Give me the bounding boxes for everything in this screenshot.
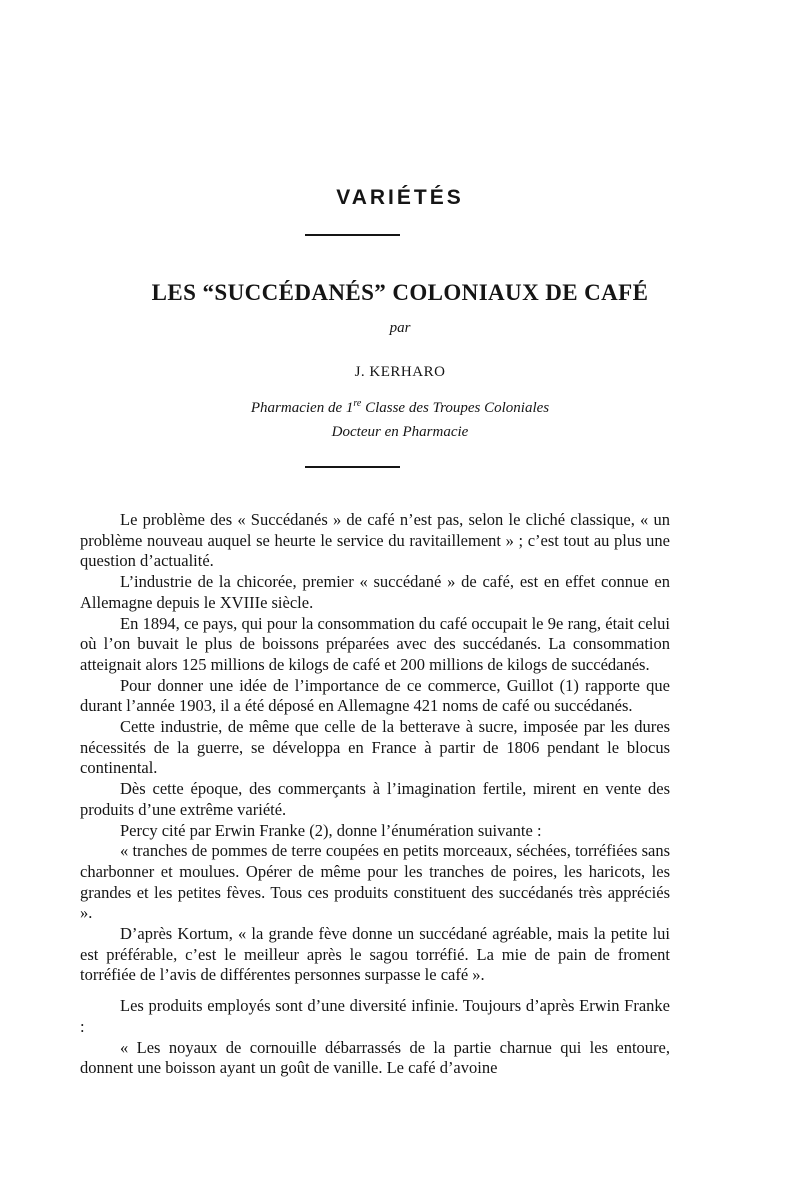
byline-par: par bbox=[389, 320, 411, 336]
section-title: VARIÉTÉS bbox=[336, 186, 464, 209]
author-affiliation bbox=[0, 400, 800, 417]
divider-top bbox=[305, 234, 400, 236]
paragraph: « Les noyaux de cornouille débarrassés de la partie charnue qui les entoure, donnent une boisson ayant un goût de vanille. Le café d’avoine bbox=[80, 1037, 670, 1078]
paragraph: Percy cité par Erwin Franke (2), donne l’énumération suivante : bbox=[120, 820, 542, 840]
paragraph: Les produits employés sont d’une diversité infinie. Toujours d’après Erwin Franke : bbox=[80, 996, 670, 1036]
paragraph: En 1894, ce pays, qui pour la consommation du café occupait le 9e rang, était celui où l’on buvait le plus de boissons préparées avec des succédanés. La consommation atteignait alors 125 millions de kilogs de café et 200 millions de kilogs de succédanés. bbox=[80, 613, 670, 674]
author-degree: Docteur en Pharmacie bbox=[331, 424, 469, 440]
paragraph: Le problème des « Succédanés » de café n’est pas, selon le cliché classique, « un problème nouveau auquel se heurte le service du ravitaillement » ; c’est tout au plus une question d’actualité. bbox=[80, 510, 670, 571]
paragraph: Cette industrie, de même que celle de la betterave à sucre, imposée par les dures nécessités de la guerre, se développa en France à partir de 1806 pendant le blocus continental. bbox=[80, 717, 670, 778]
affiliation-sup: re bbox=[353, 398, 362, 409]
paragraph: Pour donner une idée de l’importance de ce commerce, Guillot (1) rapporte que durant l’année 1903, il a été déposé en Allemagne 421 noms de café ou succédanés. bbox=[80, 675, 670, 716]
article-title: LES “SUCCÉDANÉS” COLONIAUX DE CAFÉ bbox=[151, 280, 649, 305]
paragraph: « tranches de pommes de terre coupées en petits morceaux, séchées, torréfiées sans charbonner et moulues. Opérer de même pour les tranches de poires, les haricots, les grandes et les petites fèves. Tous ces produits constituent des succédanés très appréciés ». bbox=[80, 841, 670, 923]
paragraph: D’après Kortum, « la grande fève donne un succédané agréable, mais la petite lui est préférable, c’est le meilleur après le sagou torréfié. La mie de pain de froment torréfiée de l’avis de différentes personnes surpasse le café ». bbox=[80, 924, 670, 985]
paragraph: L’industrie de la chicorée, premier « succédané » de café, est en effet connue en Allemagne depuis le XVIIIe siècle. bbox=[80, 572, 670, 612]
affiliation-pre: Pharmacien de 1 bbox=[250, 400, 354, 416]
paragraph: Dès cette époque, des commerçants à l’imagination fertile, mirent en vente des produits d’une extrême variété. bbox=[80, 779, 670, 819]
divider-bottom bbox=[305, 466, 400, 468]
affiliation-post: Classe des Troupes Coloniales bbox=[361, 400, 550, 416]
author-name: J. KERHARO bbox=[354, 364, 446, 380]
article-body bbox=[80, 510, 670, 1079]
